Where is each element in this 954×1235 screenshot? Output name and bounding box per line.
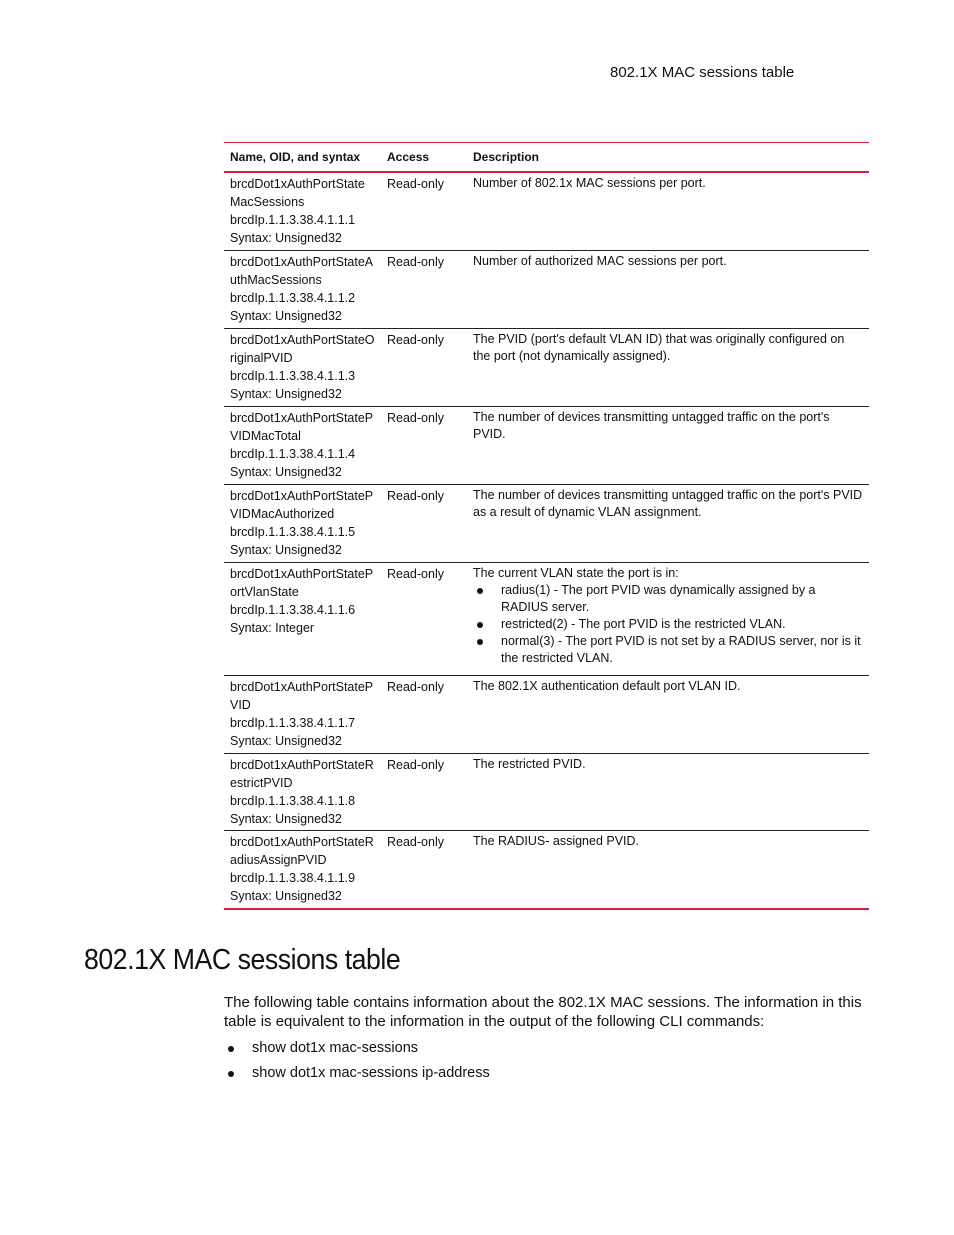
table-row xyxy=(224,329,869,407)
oid-cell xyxy=(224,565,381,675)
oid-cell xyxy=(224,487,381,562)
oid-syntax: Syntax: Integer xyxy=(230,621,315,635)
oid-name-part2: VID xyxy=(230,698,251,712)
oid-name-part2: uthMacSessions xyxy=(230,273,322,287)
list-item: normal(3) - The port PVID is not set by a RADIUS server, nor is it the restricted VLAN. xyxy=(473,633,863,667)
oid-syntax: Syntax: Unsigned32 xyxy=(230,309,342,323)
oid-name-part2: adiusAssignPVID xyxy=(230,853,327,867)
access-cell: Read-only xyxy=(387,489,444,503)
cli-command-list xyxy=(224,1040,490,1090)
oid-syntax: Syntax: Unsigned32 xyxy=(230,889,342,903)
oid-syntax: Syntax: Unsigned32 xyxy=(230,812,342,826)
access-cell: Read-only xyxy=(387,333,444,347)
oid-name-part1: brcdDot1xAuthPortStateA xyxy=(230,255,374,269)
section-title: 802.1X MAC sessions table xyxy=(84,944,401,976)
access-cell: Read-only xyxy=(387,680,444,694)
oid-number: brcdIp.1.1.3.38.4.1.1.9 xyxy=(230,871,356,885)
oid-name-part1: brcdDot1xAuthPortStateP xyxy=(230,567,374,581)
oid-name-part1: brcdDot1xAuthPortStateO xyxy=(230,333,375,347)
description-cell: The number of devices transmitting untagged traffic on the port's PVID as a result of dynamic VLAN assignment. xyxy=(473,488,863,519)
oid-name-part1: brcdDot1xAuthPortStateP xyxy=(230,489,374,503)
oid-syntax: Syntax: Unsigned32 xyxy=(230,231,342,245)
description-cell: Number of 802.1x MAC sessions per port. xyxy=(473,176,706,190)
list-item: radius(1) - The port PVID was dynamically assigned by a RADIUS server. xyxy=(473,582,863,616)
table-row xyxy=(224,485,869,563)
description-cell: The number of devices transmitting untagged traffic on the port's PVID. xyxy=(473,410,830,441)
oid-table xyxy=(224,142,869,910)
oid-number: brcdIp.1.1.3.38.4.1.1.3 xyxy=(230,369,356,383)
oid-number: brcdIp.1.1.3.38.4.1.1.5 xyxy=(230,525,356,539)
oid-name-part1: brcdDot1xAuthPortStateR xyxy=(230,758,374,772)
section-intro: The following table contains information about the 802.1X MAC sessions. The information in this table is equivalent to the information in the output of the following CLI commands: xyxy=(224,994,862,1030)
oid-number: brcdIp.1.1.3.38.4.1.1.4 xyxy=(230,447,356,461)
oid-name-part2: MacSessions xyxy=(230,195,305,209)
running-header: 802.1X MAC sessions table xyxy=(610,64,795,81)
oid-name-part2: VIDMacAuthorized xyxy=(230,507,335,521)
oid-cell xyxy=(224,756,381,830)
description-cell: Number of authorized MAC sessions per port. xyxy=(473,254,727,268)
oid-name-part1: brcdDot1xAuthPortStateR xyxy=(230,835,374,849)
oid-syntax: Syntax: Unsigned32 xyxy=(230,734,342,748)
table-row xyxy=(224,754,869,831)
table-row xyxy=(224,831,869,908)
oid-syntax: Syntax: Unsigned32 xyxy=(230,543,342,557)
access-cell: Read-only xyxy=(387,567,444,581)
table-row xyxy=(224,173,869,251)
description-intro: The current VLAN state the port is in: xyxy=(473,566,679,580)
oid-number: brcdIp.1.1.3.38.4.1.1.1 xyxy=(230,213,356,227)
list-item: restricted(2) - The port PVID is the restricted VLAN. xyxy=(473,616,863,633)
table-row xyxy=(224,407,869,485)
table-header-row xyxy=(224,143,869,173)
oid-number: brcdIp.1.1.3.38.4.1.1.6 xyxy=(230,603,356,617)
access-cell: Read-only xyxy=(387,177,444,191)
oid-cell xyxy=(224,331,381,406)
oid-name-part2: ortVlanState xyxy=(230,585,299,599)
oid-number: brcdIp.1.1.3.38.4.1.1.7 xyxy=(230,716,356,730)
description-cell: The RADIUS- assigned PVID. xyxy=(473,834,640,848)
access-cell: Read-only xyxy=(387,411,444,425)
table-row xyxy=(224,563,869,676)
description-cell: The PVID (port's default VLAN ID) that was originally configured on the port (not dynamically assigned). xyxy=(473,332,845,363)
header-access: Access xyxy=(387,150,430,164)
cli-command: show dot1x mac-sessions ip-address xyxy=(224,1065,490,1090)
oid-cell xyxy=(224,409,381,484)
access-cell: Read-only xyxy=(387,835,444,849)
cli-command: show dot1x mac-sessions xyxy=(224,1040,490,1065)
header-name-oid-syntax: Name, OID, and syntax xyxy=(230,150,361,164)
oid-name-part2: VIDMacTotal xyxy=(230,429,301,443)
oid-name-part1: brcdDot1xAuthPortState xyxy=(230,177,365,191)
access-cell: Read-only xyxy=(387,758,444,772)
oid-cell xyxy=(224,833,381,908)
header-description: Description xyxy=(473,150,540,164)
table-row xyxy=(224,676,869,754)
oid-cell xyxy=(224,678,381,753)
oid-name-part1: brcdDot1xAuthPortStateP xyxy=(230,680,374,694)
vlan-state-list xyxy=(473,582,863,667)
oid-cell xyxy=(224,175,381,250)
oid-name-part1: brcdDot1xAuthPortStateP xyxy=(230,411,374,425)
oid-name-part2: estrictPVID xyxy=(230,776,293,790)
access-cell: Read-only xyxy=(387,255,444,269)
description-cell: The restricted PVID. xyxy=(473,757,586,771)
oid-syntax: Syntax: Unsigned32 xyxy=(230,387,342,401)
oid-number: brcdIp.1.1.3.38.4.1.1.2 xyxy=(230,291,356,305)
oid-name-part2: riginalPVID xyxy=(230,351,293,365)
oid-cell xyxy=(224,253,381,328)
oid-syntax: Syntax: Unsigned32 xyxy=(230,465,342,479)
oid-number: brcdIp.1.1.3.38.4.1.1.8 xyxy=(230,794,356,808)
description-cell: The 802.1X authentication default port VLAN ID. xyxy=(473,679,741,693)
table-row xyxy=(224,251,869,329)
description-cell xyxy=(467,565,869,675)
